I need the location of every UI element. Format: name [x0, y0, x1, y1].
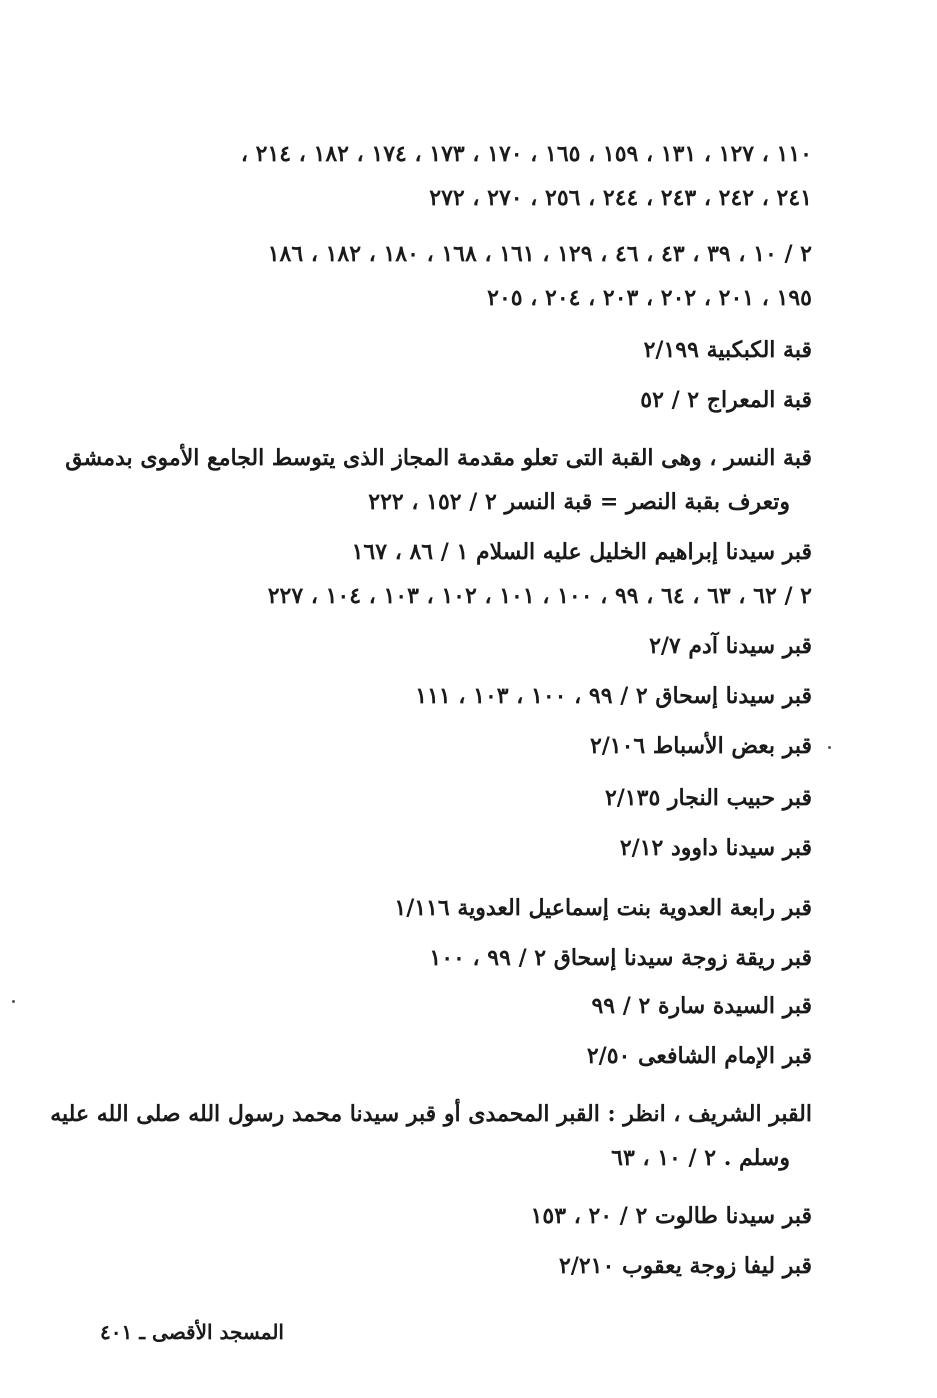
entry-line: قبر رابعة العدوية بنت إسماعيل العدوية ١/١١٦	[394, 895, 812, 921]
entry-line: قبر الإمام الشافعى ٢/٥٠	[586, 1043, 812, 1069]
index-entry	[92, 984, 812, 1028]
index-entry	[92, 1034, 812, 1078]
index-entry	[92, 624, 812, 668]
index-entry	[92, 1244, 812, 1288]
index-entry	[92, 328, 812, 372]
index-entry-numbers-2	[92, 232, 812, 320]
entry-line: وتعرف بقبة النصر = قبة النسر ٢ / ١٥٢ ، ٢٢٢	[368, 489, 790, 515]
index-entry-numbers-1	[92, 132, 812, 220]
entry-line: قبر سيدنا إبراهيم الخليل عليه السلام ١ / ٨٦ ، ١٦٧	[351, 539, 812, 565]
entry-line: ٢ / ٦٢ ، ٦٣ ، ٦٤ ، ٩٩ ، ١٠٠ ، ١٠١ ، ١٠٢ ، ١٠٣ ، ١٠٤ ، ٢٢٧	[267, 583, 812, 609]
scan-speck	[12, 1000, 15, 1003]
entry-line: قبة الكبكبية ٢/١٩٩	[643, 337, 812, 363]
entry-line: قبر سيدنا طالوت ٢ / ٢٠ ، ١٥٣	[530, 1203, 812, 1229]
entry-line: قبر السيدة سارة ٢ / ٩٩	[591, 993, 812, 1019]
entry-line: قبر حبيب النجار ٢/١٣٥	[604, 785, 812, 811]
scan-speck	[828, 746, 831, 749]
entry-line: قبر بعض الأسباط ٢/١٠٦	[589, 733, 812, 759]
index-entry	[92, 936, 812, 980]
index-entry	[92, 530, 812, 618]
entry-line: قبر ريقة زوجة سيدنا إسحاق ٢ / ٩٩ ، ١٠٠	[429, 945, 812, 971]
index-entry	[65, 436, 812, 524]
entry-line: قبة المعراج ٢ / ٥٢	[640, 387, 812, 413]
entry-line: قبر سيدنا داوود ٢/١٢	[619, 835, 812, 861]
entry-line: ٢٤١ ، ٢٤٢ ، ٢٤٣ ، ٢٤٤ ، ٢٥٦ ، ٢٧٠ ، ٢٧٢	[429, 185, 812, 211]
entry-line: قبر ليفا زوجة يعقوب ٢/٢١٠	[558, 1253, 812, 1279]
page-footer: المسجد الأقصى ـ ٤٠١	[100, 1320, 284, 1344]
entry-line: القبر الشريف ، انظر : القبر المحمدى أو قبر سيدنا محمد رسول الله صلى الله عليه	[50, 1101, 812, 1127]
entry-line: ١٩٥ ، ٢٠١ ، ٢٠٢ ، ٢٠٣ ، ٢٠٤ ، ٢٠٥	[487, 285, 812, 311]
entry-line: ٢ / ١٠ ، ٣٩ ، ٤٣ ، ٤٦ ، ١٢٩ ، ١٦١ ، ١٦٨ ، ١٨٠ ، ١٨٢ ، ١٨٦	[267, 241, 812, 267]
index-entry	[92, 826, 812, 870]
index-entry	[92, 378, 812, 422]
index-entry	[92, 886, 812, 930]
entry-line: ١١٠ ، ١٢٧ ، ١٣١ ، ١٥٩ ، ١٦٥ ، ١٧٠ ، ١٧٣ ، ١٧٤ ، ١٨٢ ، ٢١٤ ،	[240, 141, 812, 167]
index-entry	[92, 776, 812, 820]
index-entry	[92, 724, 812, 768]
index-entry	[92, 674, 812, 718]
entry-line: قبة النسر ، وهى القبة التى تعلو مقدمة المجاز الذى يتوسط الجامع الأموى بدمشق	[65, 445, 812, 471]
entry-line: قبر سيدنا آدم ٢/٧	[649, 633, 812, 659]
entry-line: قبر سيدنا إسحاق ٢ / ٩٩ ، ١٠٠ ، ١٠٣ ، ١١١	[415, 683, 812, 709]
entry-line: وسلم . ٢ / ١٠ ، ٦٣	[611, 1145, 790, 1171]
index-entry	[92, 1194, 812, 1238]
index-entry	[50, 1092, 812, 1180]
